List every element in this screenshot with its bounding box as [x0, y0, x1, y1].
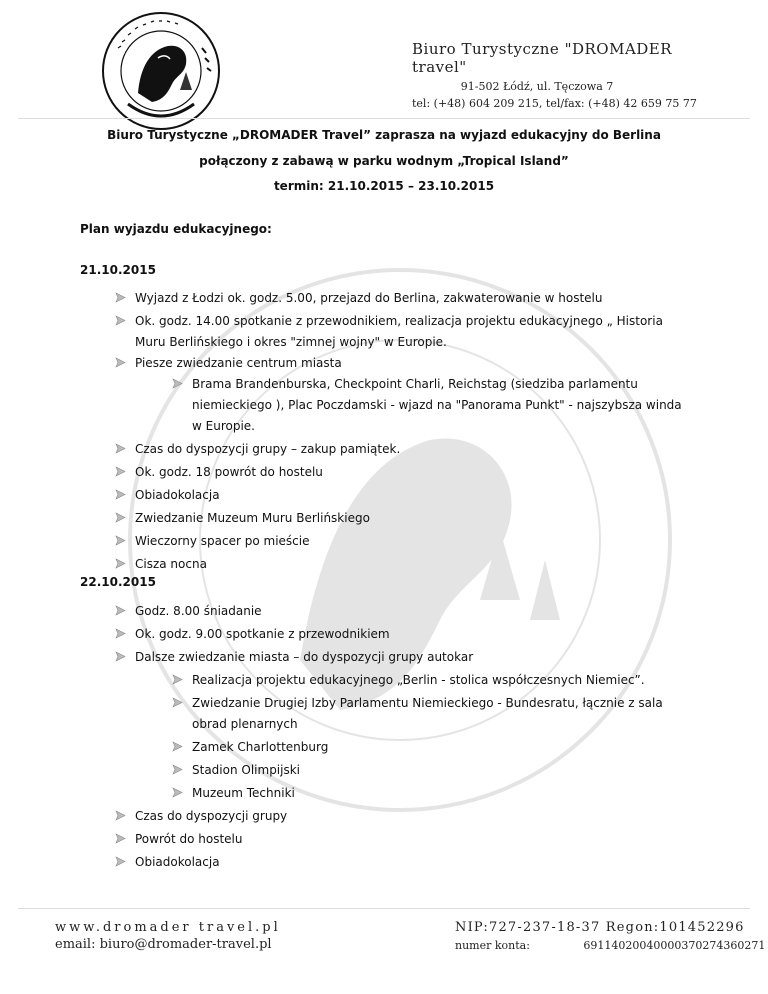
arrow-bullet-icon: [172, 741, 183, 752]
list-item: Powrót do hostelu: [135, 829, 695, 849]
arrow-bullet-icon: [115, 810, 126, 821]
list-item: Cisza nocna: [135, 554, 695, 574]
arrow-bullet-icon: [115, 466, 126, 477]
arrow-bullet-icon: [115, 292, 126, 303]
plan-heading: Plan wyjazdu edukacyjnego:: [80, 222, 272, 236]
title-line-3: termin: 21.10.2015 – 23.10.2015: [273, 179, 495, 193]
footer-nip-regon: NIP:727-237-18-37 Regon:101452296: [455, 920, 745, 935]
arrow-bullet-icon: [115, 605, 126, 616]
account-label: numer konta:: [455, 939, 530, 952]
footer-account: [455, 939, 765, 952]
list-item-continuation: Muru Berlińskiego i okres "zimnej wojny" w Europie.: [135, 335, 447, 349]
day1-date: 21.10.2015: [80, 263, 156, 277]
footer-company-ids: [455, 920, 765, 952]
list-item: Godz. 8.00 śniadanie: [135, 601, 695, 621]
arrow-bullet-icon: [172, 787, 183, 798]
list-item: Dalsze zwiedzanie miasta – do dyspozycji grupy autokar: [135, 647, 695, 667]
arrow-bullet-icon: [115, 558, 126, 569]
sub-list-item: Zwiedzanie Drugiej Izby Parlamentu Niemieckiego - Bundesratu, łącznie z sala: [192, 693, 692, 713]
arrow-bullet-icon: [115, 651, 126, 662]
arrow-bullet-icon: [172, 674, 183, 685]
sub-list-item: Stadion Olimpijski: [192, 760, 692, 780]
list-item: Ok. godz. 14.00 spotkanie z przewodnikiem, realizacja projektu edukacyjnego „ Historia: [135, 311, 695, 331]
arrow-bullet-icon: [172, 764, 183, 775]
list-item: Wyjazd z Łodzi ok. godz. 5.00, przejazd do Berlina, zakwaterowanie w hostelu: [135, 288, 695, 308]
company-phones: tel: (+48) 604 209 215, tel/fax: (+48) 42 659 75 77: [412, 97, 697, 110]
company-info: [412, 40, 712, 110]
list-item: Wieczorny spacer po mieście: [135, 531, 695, 551]
header-divider: [18, 118, 750, 119]
arrow-bullet-icon: [115, 856, 126, 867]
footer-contact: [55, 920, 281, 952]
sub-list-item-continuation: obrad plenarnych: [192, 717, 298, 731]
list-item: Czas do dyspozycji grupy – zakup pamiątek.: [135, 439, 695, 459]
footer-divider: [18, 908, 750, 909]
sub-list-item: Zamek Charlottenburg: [192, 737, 692, 757]
company-address: 91-502 Łódź, ul. Tęczowa 7: [460, 80, 614, 93]
list-item: Zwiedzanie Muzeum Muru Berlińskiego: [135, 508, 695, 528]
sub-list-item-continuation: niemieckiego ), Plac Poczdamski - wjazd na "Panorama Punkt" - najszybsza winda: [192, 398, 682, 412]
title-line-1: Biuro Turystyczne „DROMADER Travel” zaprasza na wyjazd edukacyjny do Berlina: [107, 128, 661, 142]
arrow-bullet-icon: [115, 489, 126, 500]
sub-list-item: Brama Brandenburska, Checkpoint Charli, Reichstag (siedziba parlamentu: [192, 374, 692, 394]
list-item: Ok. godz. 18 powrót do hostelu: [135, 462, 695, 482]
list-item: Czas do dyspozycji grupy: [135, 806, 695, 826]
list-item: Piesze zwiedzanie centrum miasta: [135, 353, 695, 373]
list-item: Obiadokolacja: [135, 852, 695, 872]
sub-list-item-continuation: w Europie.: [192, 419, 255, 433]
list-item: Obiadokolacja: [135, 485, 695, 505]
arrow-bullet-icon: [115, 315, 126, 326]
dromader-logo: [98, 8, 224, 134]
arrow-bullet-icon: [172, 378, 183, 389]
arrow-bullet-icon: [115, 535, 126, 546]
arrow-bullet-icon: [115, 512, 126, 523]
title-line-2: połączony z zabawą w parku wodnym „Tropical Island”: [199, 154, 569, 168]
day2-date: 22.10.2015: [80, 575, 156, 589]
list-item: Ok. godz. 9.00 spotkanie z przewodnikiem: [135, 624, 695, 644]
arrow-bullet-icon: [115, 357, 126, 368]
arrow-bullet-icon: [115, 833, 126, 844]
arrow-bullet-icon: [115, 443, 126, 454]
sub-list-item: Realizacja projektu edukacyjnego „Berlin - stolica współczesnych Niemiec”.: [192, 670, 692, 690]
arrow-bullet-icon: [172, 697, 183, 708]
sub-list-item: Muzeum Techniki: [192, 783, 692, 803]
footer-email: email: biuro@dromader-travel.pl: [55, 937, 272, 952]
footer-website: www.dromader travel.pl: [55, 920, 281, 935]
arrow-bullet-icon: [115, 628, 126, 639]
company-name: Biuro Turystyczne "DROMADER travel": [412, 40, 673, 76]
account-number: 69114020040000370274360271: [583, 939, 766, 952]
